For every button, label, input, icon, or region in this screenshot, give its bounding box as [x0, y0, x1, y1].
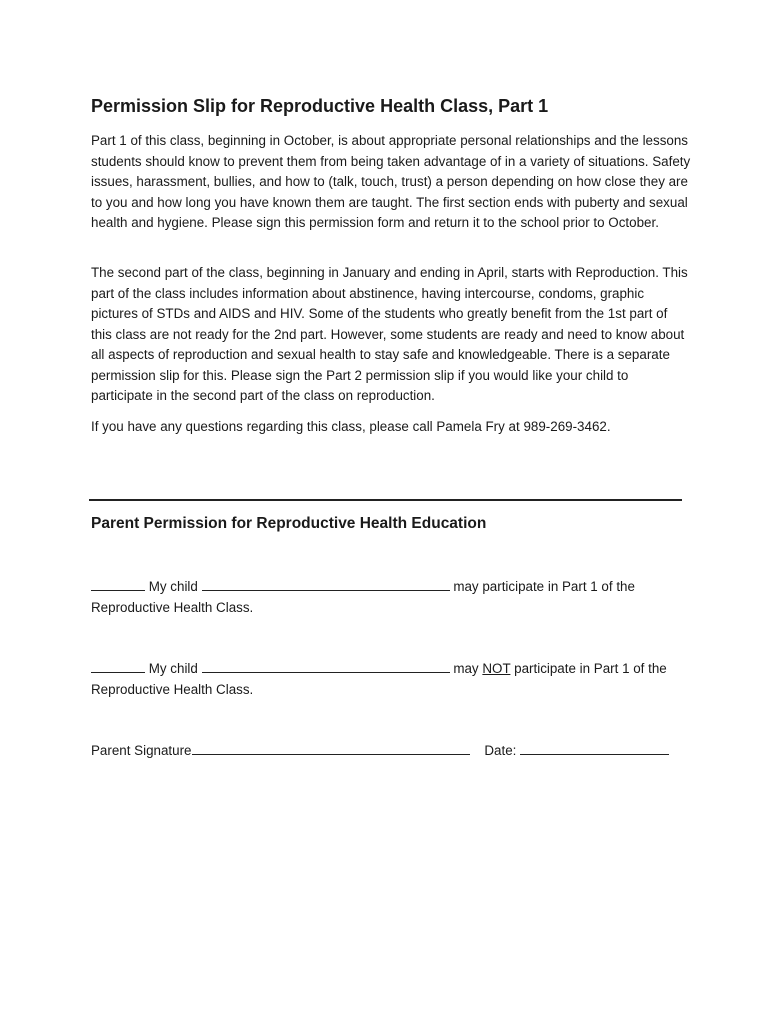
my-child-label: My child	[148, 661, 198, 676]
permission-option-yes	[91, 577, 691, 618]
page-title: Permission Slip for Reproductive Health Class, Part 1	[91, 96, 549, 116]
permission-option-no	[91, 659, 691, 700]
permission-heading: Parent Permission for Reproductive Health Education	[91, 515, 487, 532]
initials-field-no[interactable]	[91, 659, 145, 673]
section-divider	[89, 499, 682, 501]
date-label: Date:	[484, 743, 517, 758]
permission-no-text: participate in Part 1 of the Reproductive Health Class.	[91, 661, 667, 697]
initials-field-yes[interactable]	[91, 577, 145, 591]
not-emphasis: NOT	[482, 661, 511, 676]
my-child-label: My child	[148, 579, 198, 594]
may-label: may	[453, 661, 479, 676]
paragraph-contact: If you have any questions regarding this class, please call Pamela Fry at 989-269-3462.	[91, 419, 611, 434]
date-field[interactable]	[520, 741, 669, 755]
signature-row	[91, 741, 711, 762]
child-name-field-no[interactable]	[202, 659, 450, 673]
paragraph-part2: The second part of the class, beginning in January and ending in April, starts with Reproduction. This part of the class includes information about abstinence, having intercourse, condoms, graphic pictures of STDs and AIDS and HIV. Some of the students who greatly benefit from the 1st part of this class are not ready for the 2nd part. However, some students are ready and need to know about all aspects of reproduction and sexual health to stay safe and knowledgeable. There is a separate permission slip for this. Please sign the Part 2 permission slip if you would like your child to participate in the second part of the class on reproduction.	[91, 265, 688, 403]
paragraph-part1: Part 1 of this class, beginning in October, is about appropriate personal relationships and the lessons students should know to prevent them from being taken advantage of in a variety of situations. Safety issues, harassment, bullies, and how to (talk, touch, trust) a person depending on how close they are to you and how long you have known them are taught. The first section ends with puberty and sexual health and hygiene. Please sign this permission form and return it to the school prior to October.	[91, 133, 691, 230]
signature-label: Parent Signature	[91, 743, 192, 758]
child-name-field-yes[interactable]	[202, 577, 450, 591]
permission-yes-text: may participate in Part 1 of the Reproductive Health Class.	[91, 579, 635, 615]
signature-field[interactable]	[192, 741, 470, 755]
